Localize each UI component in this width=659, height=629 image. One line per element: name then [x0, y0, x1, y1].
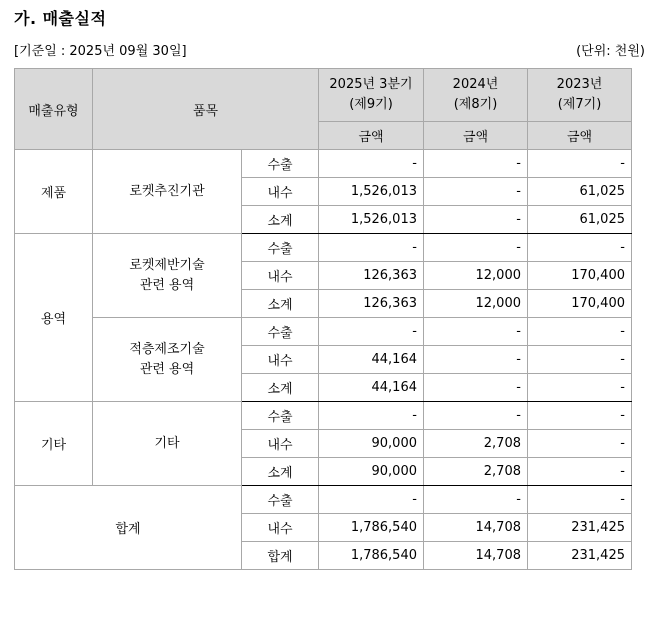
table-row: [15, 402, 632, 430]
amount-cell: 2,708: [424, 430, 528, 458]
amount-cell: 1,786,540: [319, 514, 424, 542]
amount-cell: 44,164: [319, 346, 424, 374]
table-row: [15, 234, 632, 262]
table-row: [15, 150, 632, 178]
amount-cell: -: [528, 402, 632, 430]
table-row: [15, 318, 632, 346]
row-label-cell: 수출: [242, 402, 319, 430]
amount-cell: -: [528, 318, 632, 346]
sales-type-cell: 용역: [15, 234, 93, 402]
amount-cell: -: [319, 486, 424, 514]
row-label-cell: 소계: [242, 290, 319, 318]
row-label-cell: 합계: [242, 542, 319, 570]
header-sales-type: 매출유형: [15, 69, 93, 150]
amount-cell: -: [424, 150, 528, 178]
amount-cell: -: [528, 346, 632, 374]
amount-cell: 170,400: [528, 290, 632, 318]
table-meta: [14, 40, 645, 59]
section-title: 가. 매출실적: [14, 9, 107, 28]
row-label-cell: 소계: [242, 458, 319, 486]
item-name-cell: 로켓제반기술 관련 용역: [93, 234, 242, 318]
row-label-cell: 소계: [242, 206, 319, 234]
amount-cell: -: [319, 402, 424, 430]
unit-label: (단위: 천원): [576, 44, 645, 59]
row-label-cell: 내수: [242, 514, 319, 542]
amount-cell: -: [319, 318, 424, 346]
amount-cell: 90,000: [319, 458, 424, 486]
amount-cell: 12,000: [424, 262, 528, 290]
sales-type-cell: 기타: [15, 402, 93, 486]
header-period-1: 2025년 3분기 (제9기): [319, 69, 424, 122]
amount-cell: 61,025: [528, 206, 632, 234]
header-amount-3: 금액: [528, 122, 632, 150]
amount-cell: -: [319, 150, 424, 178]
amount-cell: -: [424, 486, 528, 514]
amount-cell: 14,708: [424, 514, 528, 542]
row-label-cell: 수출: [242, 150, 319, 178]
total-label-cell: 합계: [15, 486, 242, 570]
amount-cell: 1,526,013: [319, 206, 424, 234]
amount-cell: 61,025: [528, 178, 632, 206]
header-amount-1: 금액: [319, 122, 424, 150]
amount-cell: 170,400: [528, 262, 632, 290]
amount-cell: 12,000: [424, 290, 528, 318]
amount-cell: -: [424, 318, 528, 346]
amount-cell: -: [528, 486, 632, 514]
amount-cell: 44,164: [319, 374, 424, 402]
amount-cell: -: [424, 402, 528, 430]
amount-cell: -: [424, 178, 528, 206]
amount-cell: 126,363: [319, 262, 424, 290]
amount-cell: 14,708: [424, 542, 528, 570]
row-label-cell: 내수: [242, 178, 319, 206]
row-label-cell: 소계: [242, 374, 319, 402]
amount-cell: -: [528, 374, 632, 402]
amount-cell: -: [424, 374, 528, 402]
item-name-cell: 로켓추진기관: [93, 150, 242, 234]
row-label-cell: 수출: [242, 486, 319, 514]
row-label-cell: 내수: [242, 430, 319, 458]
amount-cell: 2,708: [424, 458, 528, 486]
sales-type-cell: 제품: [15, 150, 93, 234]
header-period-2: 2024년 (제8기): [424, 69, 528, 122]
row-label-cell: 수출: [242, 234, 319, 262]
amount-cell: -: [424, 234, 528, 262]
base-date: [기준일 : 2025년 09월 30일]: [14, 44, 187, 59]
amount-cell: -: [528, 150, 632, 178]
row-label-cell: 내수: [242, 262, 319, 290]
amount-cell: -: [528, 458, 632, 486]
amount-cell: 126,363: [319, 290, 424, 318]
item-name-cell: 기타: [93, 402, 242, 486]
amount-cell: -: [319, 234, 424, 262]
header-period-3: 2023년 (제7기): [528, 69, 632, 122]
amount-cell: -: [528, 430, 632, 458]
amount-cell: 90,000: [319, 430, 424, 458]
amount-cell: 231,425: [528, 514, 632, 542]
table-row: [15, 486, 632, 514]
item-name-cell: 적층제조기술 관련 용역: [93, 318, 242, 402]
sales-table: [14, 68, 632, 570]
amount-cell: -: [424, 206, 528, 234]
header-amount-2: 금액: [424, 122, 528, 150]
amount-cell: 1,786,540: [319, 542, 424, 570]
row-label-cell: 내수: [242, 346, 319, 374]
amount-cell: 1,526,013: [319, 178, 424, 206]
header-item: 품목: [93, 69, 319, 150]
amount-cell: 231,425: [528, 542, 632, 570]
amount-cell: -: [528, 234, 632, 262]
row-label-cell: 수출: [242, 318, 319, 346]
amount-cell: -: [424, 346, 528, 374]
